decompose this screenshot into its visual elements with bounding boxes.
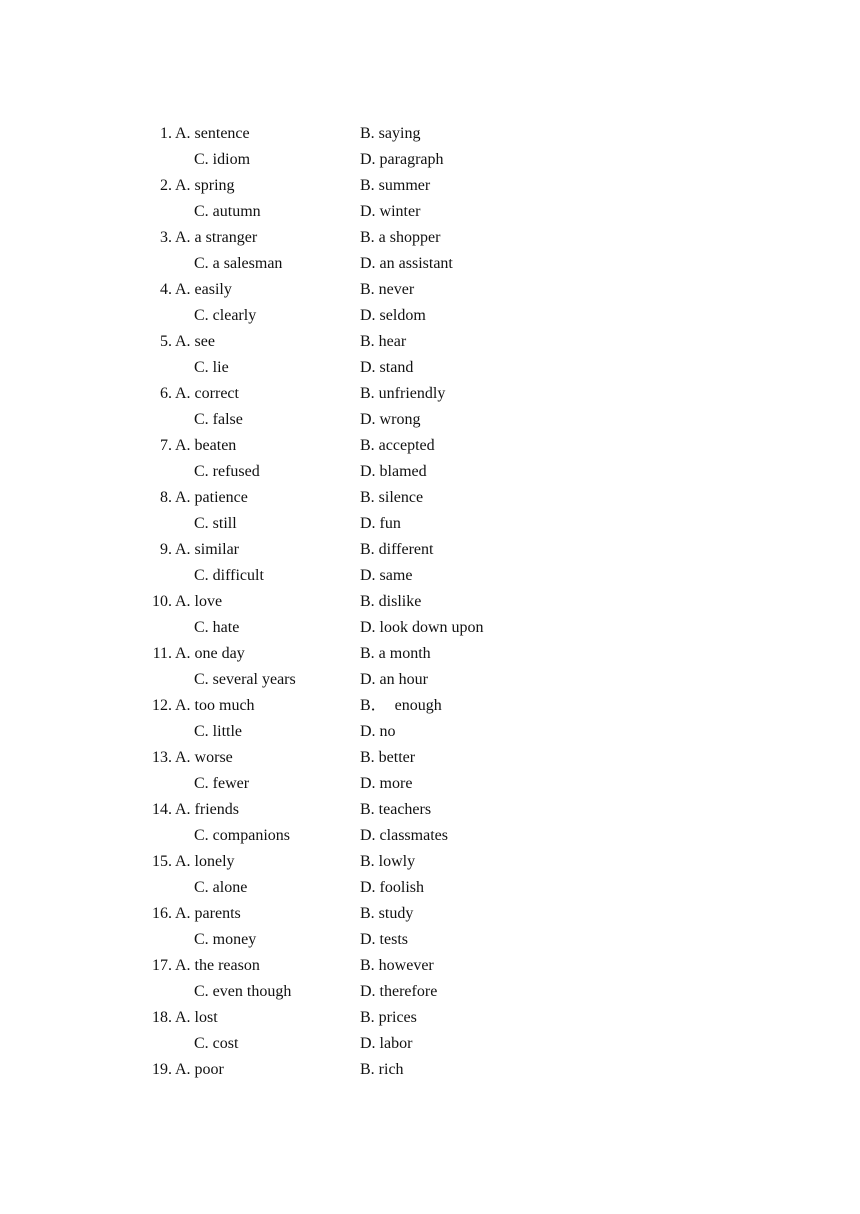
option-d: D. seldom	[360, 307, 426, 324]
option-a: A. spring	[175, 177, 235, 194]
question-16-row-ab	[0, 901, 860, 927]
question-3-row-cd	[0, 251, 860, 277]
option-b: B. silence	[360, 489, 424, 506]
option-b: B. prices	[360, 1009, 417, 1026]
question-number: 12.	[152, 697, 172, 714]
option-a: A. love	[175, 593, 223, 610]
option-b: B. dislike	[360, 593, 422, 610]
option-a: A. too much	[175, 697, 255, 714]
option-c: C. still	[194, 515, 237, 532]
question-number: 9.	[160, 541, 172, 558]
option-c: C. hate	[194, 619, 240, 636]
option-d: D. blamed	[360, 463, 427, 480]
option-d: D. labor	[360, 1035, 413, 1052]
option-a: A. lonely	[175, 853, 235, 870]
option-c: C. little	[194, 723, 242, 740]
option-b: B. better	[360, 749, 416, 766]
option-d: D. classmates	[360, 827, 448, 844]
question-15-row-cd	[0, 875, 860, 901]
option-d: D. no	[360, 723, 396, 740]
question-19-row-ab	[0, 1057, 860, 1083]
question-10-row-ab	[0, 589, 860, 615]
question-13-row-ab	[0, 745, 860, 771]
question-number: 14.	[152, 801, 172, 818]
question-17-row-ab	[0, 953, 860, 979]
question-number: 6.	[160, 385, 172, 402]
question-10-row-cd	[0, 615, 860, 641]
option-c: C. difficult	[194, 567, 264, 584]
option-d: D. therefore	[360, 983, 438, 1000]
question-9-row-ab	[0, 537, 860, 563]
question-number: 19.	[152, 1061, 172, 1078]
option-b: B. rich	[360, 1061, 404, 1078]
option-a: A. lost	[175, 1009, 218, 1026]
option-b: B. a shopper	[360, 229, 441, 246]
question-number: 11.	[152, 645, 172, 662]
option-a: A. correct	[175, 385, 239, 402]
option-b: B. accepted	[360, 437, 435, 454]
option-a: A. worse	[175, 749, 233, 766]
question-18-row-cd	[0, 1031, 860, 1057]
option-a: A. see	[175, 333, 215, 350]
option-d: D. same	[360, 567, 413, 584]
option-d: D. tests	[360, 931, 408, 948]
option-b: B． enough	[360, 697, 442, 714]
question-number: 5.	[160, 333, 172, 350]
option-c: C. alone	[194, 879, 248, 896]
question-15-row-ab	[0, 849, 860, 875]
question-17-row-cd	[0, 979, 860, 1005]
option-c: C. clearly	[194, 307, 257, 324]
question-3-row-ab	[0, 225, 860, 251]
option-b: B. teachers	[360, 801, 432, 818]
option-d: D. stand	[360, 359, 414, 376]
question-number: 15.	[152, 853, 172, 870]
option-d: D. more	[360, 775, 413, 792]
option-a: A. patience	[175, 489, 248, 506]
option-d: D. look down upon	[360, 619, 484, 636]
question-number: 17.	[152, 957, 172, 974]
option-d: D. winter	[360, 203, 421, 220]
question-number: 8.	[160, 489, 172, 506]
question-number: 18.	[152, 1009, 172, 1026]
question-8-row-cd	[0, 511, 860, 537]
question-number: 1.	[160, 125, 172, 142]
option-a: A. friends	[175, 801, 239, 818]
question-14-row-cd	[0, 823, 860, 849]
question-11-row-ab	[0, 641, 860, 667]
question-6-row-cd	[0, 407, 860, 433]
question-1-row-ab	[0, 121, 860, 147]
option-c: C. even though	[194, 983, 292, 1000]
option-c: C. a salesman	[194, 255, 283, 272]
option-d: D. paragraph	[360, 151, 444, 168]
option-b: B. hear	[360, 333, 407, 350]
question-9-row-cd	[0, 563, 860, 589]
question-13-row-cd	[0, 771, 860, 797]
question-11-row-cd	[0, 667, 860, 693]
option-c: C. fewer	[194, 775, 250, 792]
question-number: 13.	[152, 749, 172, 766]
option-d: D. an hour	[360, 671, 428, 688]
question-number: 4.	[160, 281, 172, 298]
question-7-row-ab	[0, 433, 860, 459]
question-4-row-cd	[0, 303, 860, 329]
option-a: A. a stranger	[175, 229, 258, 246]
question-6-row-ab	[0, 381, 860, 407]
question-number: 10.	[152, 593, 172, 610]
question-number: 3.	[160, 229, 172, 246]
question-4-row-ab	[0, 277, 860, 303]
option-b: B. summer	[360, 177, 431, 194]
question-2-row-cd	[0, 199, 860, 225]
option-c: C. false	[194, 411, 243, 428]
option-a: A. the reason	[175, 957, 260, 974]
option-b: B. a month	[360, 645, 431, 662]
question-12-row-cd	[0, 719, 860, 745]
option-a: A. poor	[175, 1061, 224, 1078]
question-1-row-cd	[0, 147, 860, 173]
option-c: C. refused	[194, 463, 260, 480]
question-list	[0, 121, 860, 1083]
option-a: A. parents	[175, 905, 241, 922]
option-a: A. one day	[175, 645, 245, 662]
question-18-row-ab	[0, 1005, 860, 1031]
option-b: B. saying	[360, 125, 421, 142]
question-5-row-cd	[0, 355, 860, 381]
question-16-row-cd	[0, 927, 860, 953]
option-a: A. easily	[175, 281, 232, 298]
option-b: B. never	[360, 281, 415, 298]
option-d: D. foolish	[360, 879, 424, 896]
option-d: D. an assistant	[360, 255, 453, 272]
option-a: A. beaten	[175, 437, 237, 454]
question-8-row-ab	[0, 485, 860, 511]
option-c: C. cost	[194, 1035, 239, 1052]
question-2-row-ab	[0, 173, 860, 199]
option-b: B. study	[360, 905, 414, 922]
question-12-row-ab	[0, 693, 860, 719]
option-c: C. autumn	[194, 203, 261, 220]
option-c: C. companions	[194, 827, 290, 844]
option-c: C. several years	[194, 671, 296, 688]
option-c: C. lie	[194, 359, 229, 376]
question-number: 7.	[160, 437, 172, 454]
option-b: B. however	[360, 957, 434, 974]
question-5-row-ab	[0, 329, 860, 355]
option-a: A. sentence	[175, 125, 250, 142]
option-d: D. wrong	[360, 411, 421, 428]
question-7-row-cd	[0, 459, 860, 485]
question-number: 2.	[160, 177, 172, 194]
option-c: C. idiom	[194, 151, 251, 168]
option-b: B. different	[360, 541, 434, 558]
option-a: A. similar	[175, 541, 239, 558]
option-c: C. money	[194, 931, 257, 948]
option-d: D. fun	[360, 515, 401, 532]
question-14-row-ab	[0, 797, 860, 823]
option-b: B. unfriendly	[360, 385, 446, 402]
question-number: 16.	[152, 905, 172, 922]
option-b: B. lowly	[360, 853, 416, 870]
